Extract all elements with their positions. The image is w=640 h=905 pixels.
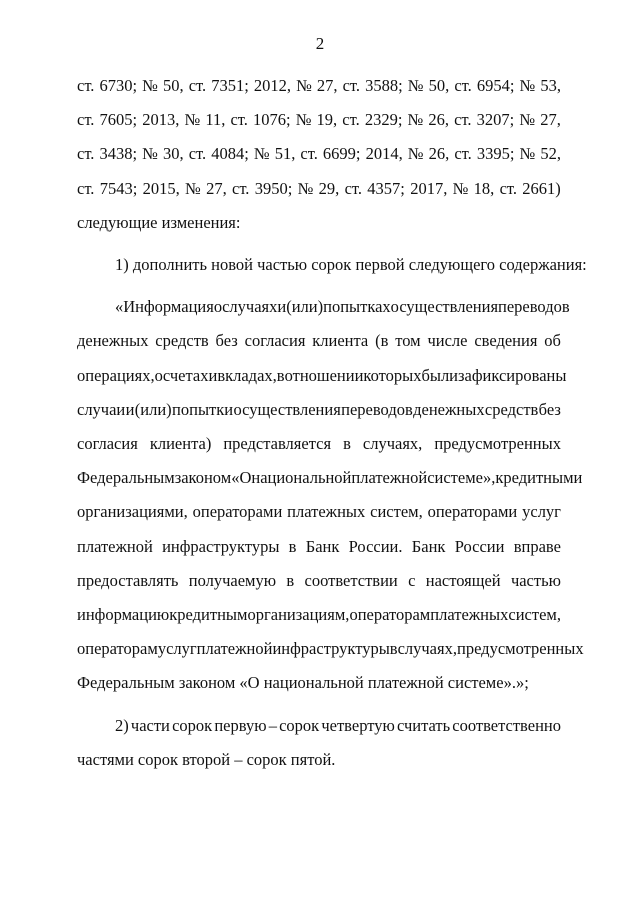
- word: инфраструктуры: [162, 536, 280, 556]
- justified-line-words: [77, 427, 561, 461]
- word: Банк: [305, 536, 340, 556]
- word: 51,: [274, 144, 296, 164]
- word: 3950;: [254, 178, 293, 198]
- word: информацию: [77, 605, 170, 625]
- word: законом: [174, 468, 232, 488]
- word: предусмотренных: [434, 434, 561, 454]
- justified-line-words: [77, 564, 561, 598]
- word: №: [407, 76, 424, 95]
- justified-line-words: [77, 530, 561, 564]
- word: без: [215, 331, 238, 351]
- text-line: [77, 69, 561, 103]
- word: (в: [375, 331, 389, 351]
- word: №: [519, 110, 536, 130]
- page-number: 2: [315, 34, 325, 53]
- word: ст.: [454, 76, 472, 95]
- word: системе»,: [427, 468, 496, 488]
- text-line: [77, 172, 561, 206]
- word: №: [519, 76, 536, 95]
- word: №: [407, 110, 424, 130]
- word: 3588;: [365, 76, 403, 95]
- justified-line-words: [77, 172, 561, 206]
- word: представляется: [223, 434, 332, 454]
- word: кредитным: [169, 605, 248, 625]
- word: средств: [484, 399, 539, 419]
- word: ст.: [342, 76, 361, 95]
- word: ст.: [300, 144, 318, 164]
- word: настоящей: [425, 570, 501, 590]
- word: 19,: [316, 110, 338, 130]
- word: ст.: [77, 178, 95, 198]
- text-line: [77, 137, 561, 171]
- word: согласия: [244, 331, 306, 351]
- word: платежной: [351, 468, 428, 488]
- word: счетах: [162, 365, 209, 385]
- word: сорок: [279, 715, 320, 735]
- word: систем,: [370, 502, 423, 522]
- word: ст.: [344, 178, 362, 198]
- word: о: [213, 297, 223, 317]
- word: 7605;: [99, 110, 138, 130]
- text-line: [77, 495, 561, 529]
- word: 27,: [540, 110, 561, 130]
- word: 53,: [540, 76, 561, 95]
- word: 2661): [522, 178, 561, 198]
- word: согласия: [77, 434, 138, 454]
- word: операциях,: [77, 365, 155, 385]
- word: 2013,: [142, 110, 180, 130]
- word: переводов: [341, 399, 413, 419]
- word: платежных: [287, 502, 366, 522]
- word: соответственно: [452, 715, 561, 735]
- word: услуг: [522, 502, 561, 522]
- text-line: [77, 598, 561, 632]
- word: вправе: [513, 536, 561, 556]
- word: платежных: [430, 605, 509, 625]
- word: №: [407, 144, 424, 164]
- word: организациям,: [247, 605, 350, 625]
- justified-line-words: [77, 324, 561, 358]
- word: 3207;: [476, 110, 515, 130]
- justified-line-words: [77, 359, 567, 393]
- word: 2012,: [253, 76, 291, 95]
- word: ст.: [77, 76, 95, 95]
- word: 6730;: [99, 76, 138, 95]
- document-body: [77, 69, 587, 777]
- word: и: [277, 297, 287, 317]
- word: 29,: [318, 178, 340, 198]
- word: без: [538, 399, 561, 419]
- word: осуществления: [390, 297, 499, 317]
- word: вкладах,: [217, 365, 277, 385]
- text-line: [77, 393, 561, 427]
- word: (или): [286, 297, 324, 317]
- word: инфраструктуры: [272, 639, 390, 659]
- justified-line-words: [115, 290, 570, 324]
- word: Банк: [411, 536, 446, 556]
- word: 6699;: [322, 144, 361, 164]
- word: 2014,: [365, 144, 403, 164]
- word: предусмотренных: [456, 639, 584, 659]
- text-line: следующие изменения:: [77, 212, 241, 232]
- word: Федеральным: [77, 468, 175, 488]
- word: кредитными: [495, 468, 583, 488]
- word: 52,: [540, 144, 561, 164]
- word: 30,: [163, 144, 184, 164]
- word: №: [297, 178, 314, 198]
- word: организациями,: [77, 502, 188, 522]
- word: попытках: [323, 297, 391, 317]
- text-line: Федеральным законом «О национальной платежной системе».»;: [77, 673, 529, 693]
- word: ст.: [77, 144, 95, 164]
- word: и: [125, 399, 135, 419]
- word: 50,: [163, 76, 184, 95]
- word: с: [408, 570, 416, 590]
- word: денежных: [413, 399, 485, 419]
- word: которых: [363, 365, 422, 385]
- word: 3395;: [476, 144, 515, 164]
- word: переводов: [498, 297, 570, 317]
- word: были: [421, 365, 459, 385]
- word: №: [519, 144, 536, 164]
- word: 2015,: [142, 178, 180, 198]
- word: в: [343, 434, 351, 454]
- word: ст.: [188, 144, 207, 164]
- text-line: [77, 530, 561, 564]
- word: 26,: [428, 144, 450, 164]
- word: об: [544, 331, 561, 351]
- word: №: [185, 178, 201, 198]
- word: №: [452, 178, 469, 198]
- word: ст.: [230, 110, 248, 130]
- justified-line-words: [77, 137, 561, 171]
- word: операторами: [192, 502, 283, 522]
- word: 27,: [206, 178, 227, 198]
- word: ст.: [454, 110, 472, 130]
- text-line: [77, 103, 561, 137]
- word: случаях,: [397, 639, 457, 659]
- word: платежной: [77, 536, 153, 556]
- word: 7543;: [99, 178, 138, 198]
- justified-line-words: [77, 495, 561, 529]
- word: в: [389, 639, 398, 659]
- text-line: [77, 359, 567, 393]
- word: 4084;: [211, 144, 249, 164]
- text-line: [77, 290, 570, 324]
- word: ст.: [232, 178, 250, 198]
- word: соответствии: [304, 570, 398, 590]
- word: 4357;: [367, 178, 405, 198]
- word: операторами: [427, 502, 518, 522]
- word: в: [286, 570, 295, 590]
- word: России.: [348, 536, 403, 556]
- word: 18,: [473, 178, 495, 198]
- word: частью: [510, 570, 561, 590]
- word: отношении: [284, 365, 364, 385]
- word: «Информация: [115, 297, 214, 317]
- word: 11,: [205, 110, 226, 130]
- text-line: [77, 427, 561, 461]
- text-line: [77, 632, 584, 666]
- word: в: [276, 365, 285, 385]
- word: услуг: [157, 639, 197, 659]
- word: попытки: [172, 399, 234, 419]
- word: средств: [155, 331, 209, 351]
- word: случаях: [222, 297, 278, 317]
- word: 50,: [428, 76, 450, 95]
- word: –: [268, 715, 277, 735]
- word: (или): [134, 399, 172, 419]
- justified-line-words: [77, 393, 561, 427]
- word: №: [142, 144, 158, 164]
- word: части: [130, 715, 170, 735]
- word: 2329;: [364, 110, 403, 130]
- text-line: [77, 564, 561, 598]
- word: операторам: [77, 639, 158, 659]
- word: клиента): [149, 434, 212, 454]
- word: 26,: [428, 110, 449, 130]
- word: получаемую: [188, 570, 277, 590]
- word: том: [395, 331, 421, 351]
- word: ст.: [77, 110, 95, 130]
- justified-line-words: [77, 598, 561, 632]
- word: №: [296, 76, 312, 95]
- word: ст.: [188, 76, 207, 95]
- word: осуществления: [233, 399, 341, 419]
- word: №: [184, 110, 201, 130]
- text-line: [77, 709, 561, 743]
- word: случаях,: [362, 434, 423, 454]
- word: первую: [214, 715, 267, 735]
- justified-line-words: [77, 103, 561, 137]
- word: «О: [231, 468, 252, 488]
- word: ст.: [499, 178, 517, 198]
- word: 7351;: [211, 76, 249, 95]
- word: систем,: [508, 605, 561, 625]
- word: 2017,: [410, 178, 448, 198]
- word: сорок: [172, 715, 213, 735]
- word: 2): [115, 715, 129, 735]
- word: клиента: [312, 331, 369, 351]
- word: национальной: [251, 468, 352, 488]
- word: №: [253, 144, 270, 164]
- word: №: [142, 76, 158, 95]
- word: операторам: [349, 605, 431, 625]
- justified-line-words: [77, 461, 583, 495]
- word: о: [154, 365, 163, 385]
- justified-line-words: [77, 632, 584, 666]
- word: зафиксированы: [458, 365, 567, 385]
- justified-line-words: [115, 709, 561, 743]
- word: в: [288, 536, 297, 556]
- text-line: 1) дополнить новой частью сорок первой следующего содержания:: [115, 255, 587, 275]
- word: 27,: [316, 76, 338, 95]
- word: платежной: [196, 639, 273, 659]
- word: России: [454, 536, 505, 556]
- word: 3438;: [99, 144, 138, 164]
- word: случаи: [77, 399, 126, 419]
- word: сведения: [474, 331, 538, 351]
- word: денежных: [77, 331, 149, 351]
- text-line: частями сорок второй – сорок пятой.: [77, 749, 336, 769]
- word: предоставлять: [77, 570, 179, 590]
- word: числе: [427, 331, 468, 351]
- word: и: [208, 365, 218, 385]
- text-line: [77, 324, 561, 358]
- text-line: [77, 461, 583, 495]
- word: 1076;: [252, 110, 291, 130]
- justified-line-words: [77, 69, 561, 103]
- word: ст.: [454, 144, 472, 164]
- word: четвертую: [321, 715, 395, 735]
- word: ст.: [342, 110, 360, 130]
- word: №: [295, 110, 312, 130]
- word: считать: [396, 715, 451, 735]
- word: 6954;: [476, 76, 515, 95]
